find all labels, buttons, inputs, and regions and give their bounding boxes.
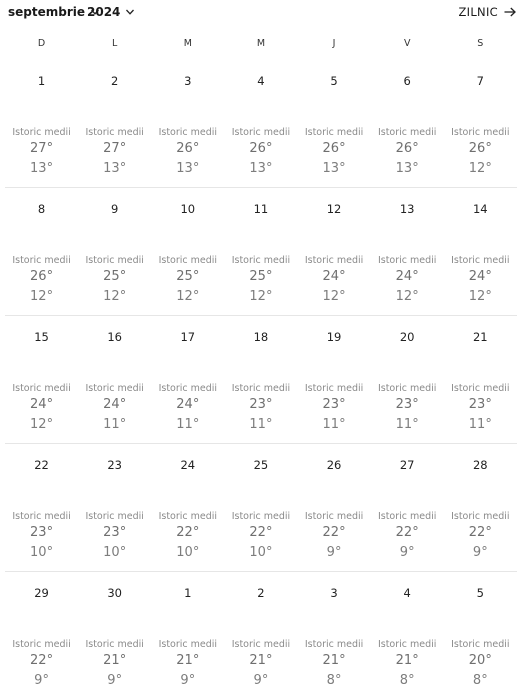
historical-averages-label: Istoric medii — [12, 383, 71, 394]
max-temperature: 22° — [322, 525, 346, 540]
historical-averages-label: Istoric medii — [85, 383, 144, 394]
day-cell[interactable] — [371, 572, 444, 700]
calendar-week-row — [5, 316, 517, 444]
historical-averages-label: Istoric medii — [12, 127, 71, 138]
min-temperature: 12° — [30, 289, 54, 304]
day-cell[interactable] — [78, 316, 151, 443]
max-temperature: 24° — [468, 269, 492, 284]
min-temperature: 11° — [176, 417, 200, 432]
historical-averages-label: Istoric medii — [304, 255, 364, 266]
historical-averages-label: Istoric medii — [158, 127, 218, 138]
max-temperature: 24° — [103, 397, 127, 412]
weekday-label: D — [37, 38, 46, 49]
max-temperature: 24° — [322, 269, 346, 284]
day-cell[interactable] — [151, 444, 224, 571]
min-temperature: 12° — [176, 289, 200, 304]
max-temperature: 25° — [103, 269, 127, 284]
min-temperature: 9° — [472, 545, 488, 560]
historical-averages-label: Istoric medii — [304, 127, 364, 138]
calendar-header — [0, 0, 528, 28]
day-cell[interactable] — [444, 572, 517, 700]
historical-averages-label: Istoric medii — [231, 127, 291, 138]
historical-averages-label: Istoric medii — [85, 255, 144, 266]
max-temperature: 26° — [322, 141, 346, 156]
day-number: 24 — [180, 458, 196, 472]
min-temperature: 13° — [176, 161, 200, 176]
day-number: 4 — [257, 74, 265, 88]
historical-averages-label: Istoric medii — [451, 639, 510, 650]
max-temperature: 20° — [468, 653, 492, 668]
min-temperature: 12° — [249, 289, 273, 304]
historical-averages-label: Istoric medii — [231, 255, 291, 266]
day-cell[interactable] — [371, 316, 444, 443]
day-number: 21 — [472, 330, 488, 344]
day-cell[interactable] — [78, 60, 151, 187]
max-temperature: 21° — [322, 653, 346, 668]
max-temperature: 27° — [30, 141, 54, 156]
min-temperature: 8° — [326, 673, 342, 688]
min-temperature: 12° — [103, 289, 127, 304]
arrow-right-icon — [504, 7, 516, 17]
historical-averages-label: Istoric medii — [158, 383, 218, 394]
historical-averages-label: Istoric medii — [85, 127, 144, 138]
max-temperature: 23° — [249, 397, 273, 412]
day-cell[interactable] — [444, 444, 517, 571]
max-temperature: 24° — [395, 269, 419, 284]
historical-averages-label: Istoric medii — [451, 511, 510, 522]
day-cell[interactable] — [224, 444, 297, 571]
day-number: 17 — [180, 330, 196, 344]
min-temperature: 12° — [468, 289, 492, 304]
daily-view-label: ZILNIC — [458, 5, 498, 19]
historical-averages-label: Istoric medii — [85, 511, 144, 522]
historical-averages-label: Istoric medii — [12, 255, 71, 266]
min-temperature: 13° — [103, 161, 127, 176]
max-temperature: 23° — [395, 397, 419, 412]
max-temperature: 22° — [176, 525, 200, 540]
min-temperature: 11° — [395, 417, 419, 432]
day-cell[interactable] — [298, 60, 371, 187]
day-number: 10 — [180, 202, 196, 216]
max-temperature: 27° — [103, 141, 127, 156]
max-temperature: 26° — [30, 269, 54, 284]
day-number: 2 — [257, 586, 265, 600]
max-temperature: 26° — [468, 141, 492, 156]
day-cell[interactable] — [371, 188, 444, 315]
day-cell[interactable] — [371, 60, 444, 187]
weekday-header-row — [5, 38, 517, 49]
day-number: 27 — [399, 458, 415, 472]
min-temperature: 12° — [395, 289, 419, 304]
historical-averages-label: Istoric medii — [451, 255, 510, 266]
max-temperature: 21° — [103, 653, 127, 668]
calendar-week-row — [5, 60, 517, 188]
min-temperature: 9° — [399, 545, 415, 560]
historical-averages-label: Istoric medii — [231, 511, 291, 522]
day-number: 5 — [330, 74, 338, 88]
historical-averages-label: Istoric medii — [377, 639, 437, 650]
month-label: septembrie — [8, 5, 86, 19]
day-number: 8 — [37, 202, 46, 216]
max-temperature: 21° — [249, 653, 273, 668]
min-temperature: 8° — [472, 673, 488, 688]
historical-averages-label: Istoric medii — [158, 639, 218, 650]
day-number: 11 — [253, 202, 269, 216]
historical-averages-label: Istoric medii — [304, 383, 364, 394]
day-number: 23 — [107, 458, 122, 472]
max-temperature: 22° — [249, 525, 273, 540]
max-temperature: 22° — [468, 525, 492, 540]
day-number: 30 — [107, 586, 122, 600]
day-number: 6 — [403, 74, 411, 88]
max-temperature: 26° — [395, 141, 419, 156]
historical-averages-label: Istoric medii — [451, 127, 510, 138]
max-temperature: 24° — [176, 397, 200, 412]
day-cell[interactable] — [5, 444, 78, 571]
max-temperature: 22° — [395, 525, 419, 540]
day-number: 15 — [34, 330, 49, 344]
max-temperature: 23° — [322, 397, 346, 412]
min-temperature: 11° — [103, 417, 127, 432]
max-temperature: 23° — [103, 525, 127, 540]
day-number: 18 — [253, 330, 269, 344]
min-temperature: 12° — [468, 161, 492, 176]
day-cell[interactable] — [151, 572, 224, 700]
day-cell[interactable] — [151, 188, 224, 315]
calendar-grid — [5, 60, 517, 700]
max-temperature: 24° — [30, 397, 54, 412]
min-temperature: 13° — [249, 161, 273, 176]
max-temperature: 26° — [249, 141, 273, 156]
min-temperature: 9° — [107, 673, 123, 688]
day-number: 3 — [184, 74, 192, 88]
max-temperature: 21° — [176, 653, 200, 668]
historical-averages-label: Istoric medii — [231, 383, 291, 394]
historical-averages-label: Istoric medii — [377, 511, 437, 522]
day-cell[interactable] — [5, 572, 78, 700]
day-cell[interactable] — [78, 188, 151, 315]
calendar-week-row — [5, 444, 517, 572]
day-number: 14 — [472, 202, 488, 216]
min-temperature: 10° — [30, 545, 54, 560]
day-number: 22 — [34, 458, 49, 472]
historical-averages-label: Istoric medii — [304, 639, 364, 650]
day-number: 5 — [476, 586, 484, 600]
day-number: 4 — [403, 586, 411, 600]
day-cell[interactable] — [298, 188, 371, 315]
max-temperature: 25° — [176, 269, 200, 284]
chevron-down-icon — [125, 7, 135, 17]
day-cell[interactable] — [298, 572, 371, 700]
day-cell[interactable] — [78, 444, 151, 571]
day-cell[interactable] — [298, 316, 371, 443]
min-temperature: 10° — [103, 545, 127, 560]
weekday-label: L — [112, 38, 118, 49]
max-temperature: 22° — [30, 653, 54, 668]
weekday-label: S — [477, 38, 484, 49]
day-cell[interactable] — [444, 188, 517, 315]
max-temperature: 23° — [468, 397, 492, 412]
min-temperature: 13° — [322, 161, 346, 176]
weekday-label: M — [256, 38, 266, 49]
day-number: 26 — [326, 458, 342, 472]
day-number: 1 — [184, 586, 192, 600]
day-number: 28 — [472, 458, 488, 472]
day-number: 1 — [37, 74, 46, 88]
min-temperature: 10° — [176, 545, 200, 560]
day-cell[interactable] — [5, 60, 78, 187]
weekday-label: M — [183, 38, 192, 49]
day-cell[interactable] — [444, 316, 517, 443]
day-number: 16 — [107, 330, 122, 344]
historical-averages-label: Istoric medii — [85, 639, 144, 650]
day-number: 12 — [326, 202, 342, 216]
min-temperature: 9° — [326, 545, 342, 560]
min-temperature: 10° — [249, 545, 273, 560]
day-number: 9 — [111, 202, 119, 216]
max-temperature: 25° — [249, 269, 273, 284]
historical-averages-label: Istoric medii — [377, 127, 437, 138]
day-cell[interactable] — [298, 444, 371, 571]
year-label: 2024 — [87, 5, 121, 19]
min-temperature: 11° — [249, 417, 273, 432]
calendar-week-row — [5, 572, 517, 700]
weekday-label: J — [332, 38, 336, 49]
day-cell[interactable] — [151, 316, 224, 443]
daily-view-link[interactable] — [458, 5, 516, 19]
day-cell[interactable] — [224, 572, 297, 700]
day-cell[interactable] — [224, 188, 297, 315]
calendar-week-row — [5, 188, 517, 316]
day-cell[interactable] — [371, 444, 444, 571]
min-temperature: 9° — [180, 673, 196, 688]
weekday-label: V — [403, 38, 411, 49]
max-temperature: 21° — [395, 653, 419, 668]
historical-averages-label: Istoric medii — [158, 255, 218, 266]
day-cell[interactable] — [5, 316, 78, 443]
historical-averages-label: Istoric medii — [12, 639, 71, 650]
max-temperature: 23° — [30, 525, 54, 540]
day-cell[interactable] — [151, 60, 224, 187]
historical-averages-label: Istoric medii — [304, 511, 364, 522]
min-temperature: 11° — [322, 417, 346, 432]
day-number: 19 — [326, 330, 342, 344]
day-number: 13 — [399, 202, 415, 216]
historical-averages-label: Istoric medii — [12, 511, 71, 522]
min-temperature: 8° — [399, 673, 415, 688]
day-number: 29 — [34, 586, 49, 600]
day-number: 25 — [253, 458, 269, 472]
year-selector[interactable] — [87, 5, 135, 19]
min-temperature: 9° — [253, 673, 269, 688]
min-temperature: 9° — [34, 673, 49, 688]
min-temperature: 12° — [322, 289, 346, 304]
min-temperature: 12° — [30, 417, 54, 432]
day-number: 2 — [111, 74, 119, 88]
day-cell[interactable] — [444, 60, 517, 187]
historical-averages-label: Istoric medii — [451, 383, 510, 394]
historical-averages-label: Istoric medii — [377, 255, 437, 266]
day-cell[interactable] — [224, 316, 297, 443]
historical-averages-label: Istoric medii — [377, 383, 437, 394]
max-temperature: 26° — [176, 141, 200, 156]
day-cell[interactable] — [224, 60, 297, 187]
min-temperature: 13° — [395, 161, 419, 176]
min-temperature: 13° — [30, 161, 54, 176]
min-temperature: 11° — [468, 417, 492, 432]
day-number: 3 — [330, 586, 338, 600]
day-number: 7 — [476, 74, 484, 88]
day-cell[interactable] — [78, 572, 151, 700]
day-number: 20 — [399, 330, 415, 344]
historical-averages-label: Istoric medii — [231, 639, 291, 650]
day-cell[interactable] — [5, 188, 78, 315]
historical-averages-label: Istoric medii — [158, 511, 218, 522]
